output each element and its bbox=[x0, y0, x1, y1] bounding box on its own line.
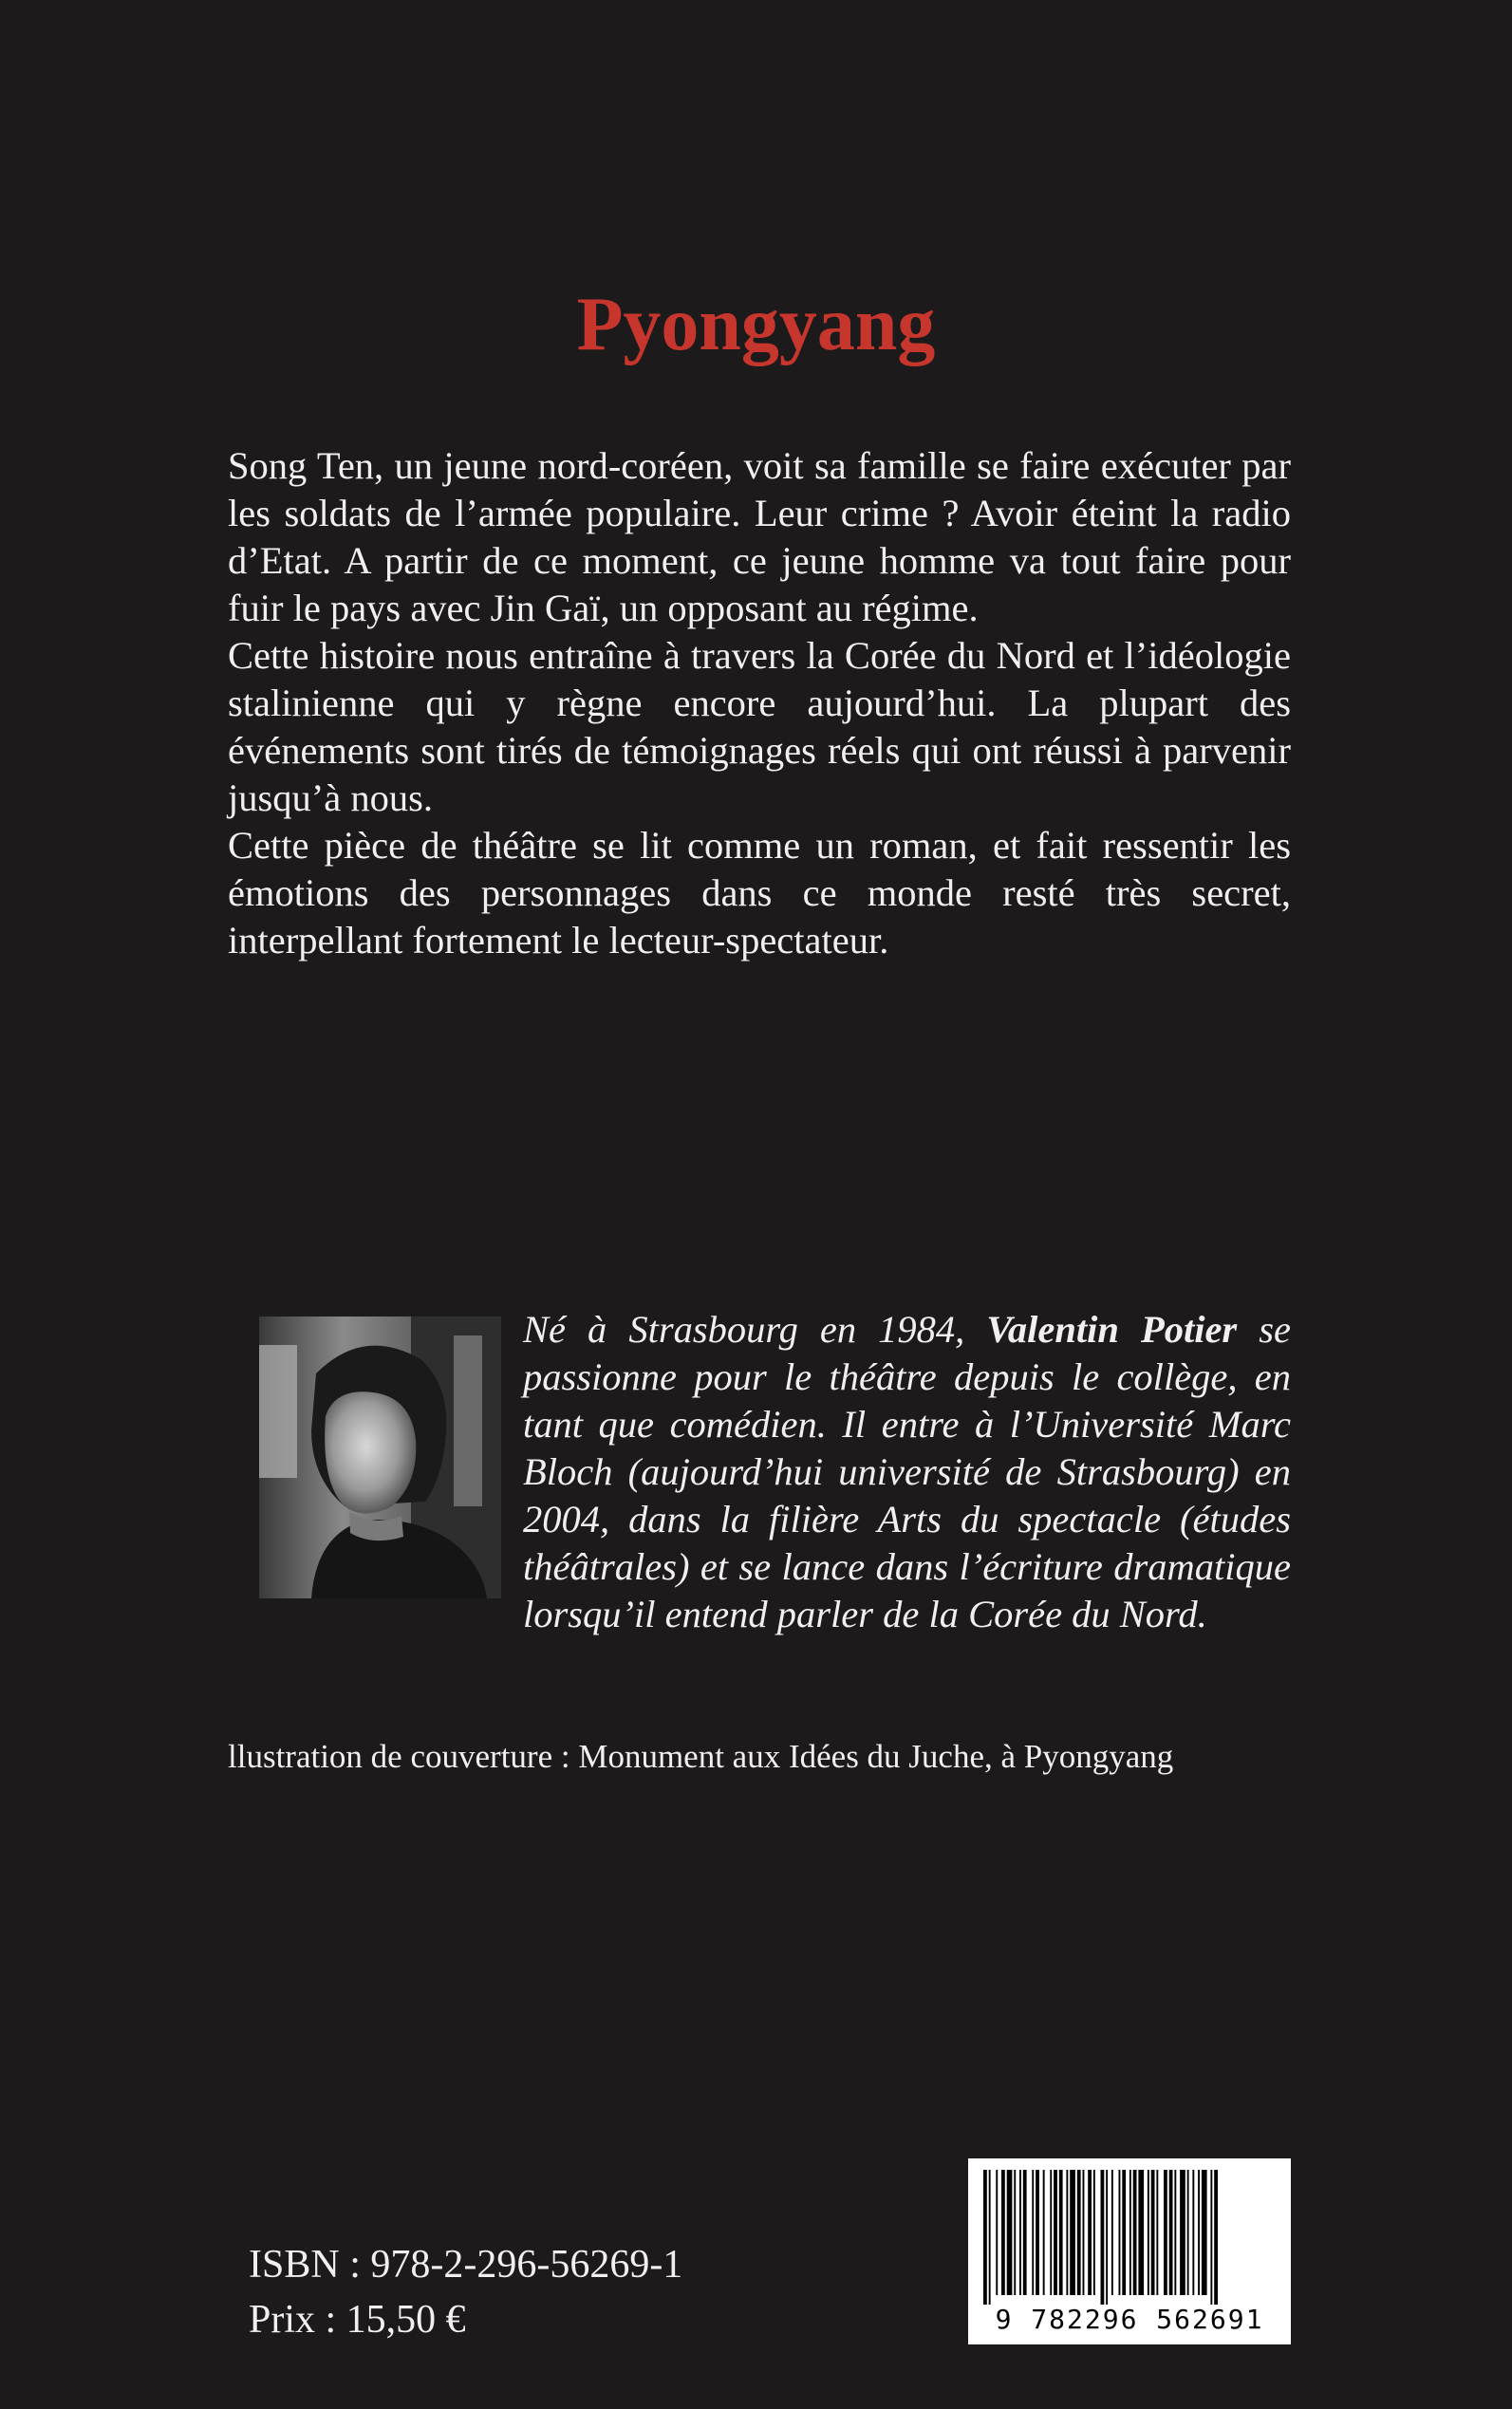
barcode bbox=[968, 2158, 1291, 2344]
barcode-bar bbox=[1119, 2170, 1121, 2295]
barcode-bar bbox=[1133, 2170, 1137, 2295]
barcode-bar bbox=[1151, 2170, 1155, 2295]
barcode-bar bbox=[1198, 2170, 1200, 2295]
barcode-bar bbox=[1192, 2170, 1194, 2295]
barcode-bar bbox=[1023, 2170, 1027, 2295]
book-summary bbox=[228, 442, 1291, 964]
summary-paragraph: Cette pièce de théâtre se lit comme un roman, et fait ressentir les émotions des personnages dans ce monde resté très secret, interpellant fortement le lecteur-spectateur. bbox=[228, 824, 1291, 962]
barcode-icon bbox=[981, 2170, 1278, 2305]
author-name: Valentin Potier bbox=[986, 1308, 1238, 1351]
barcode-bar bbox=[1032, 2170, 1034, 2295]
barcode-bar bbox=[1187, 2170, 1189, 2295]
barcode-digits: 9 782296 562691 bbox=[995, 2304, 1264, 2335]
barcode-bar bbox=[1001, 2170, 1005, 2295]
barcode-bar bbox=[1019, 2170, 1021, 2295]
price: Prix : 15,50 € bbox=[249, 2298, 466, 2342]
barcode-bar bbox=[1050, 2170, 1052, 2295]
barcode-bar bbox=[1036, 2170, 1039, 2295]
barcode-bar bbox=[1093, 2170, 1095, 2295]
barcode-bar bbox=[1111, 2170, 1113, 2295]
barcode-bar bbox=[1043, 2170, 1045, 2295]
barcode-bar bbox=[1088, 2170, 1092, 2295]
cover-illustration-credit: llustration de couverture : Monument aux Idées du Juche, à Pyongyang bbox=[228, 1738, 1174, 1775]
author-photo bbox=[259, 1317, 501, 1598]
barcode-bar bbox=[1156, 2170, 1158, 2295]
author-bio-intro: Né à Strasbourg en 1984, bbox=[523, 1308, 965, 1351]
barcode-bar bbox=[1180, 2170, 1185, 2295]
isbn: ISBN : 978-2-296-56269-1 bbox=[249, 2243, 683, 2287]
author-bio bbox=[523, 1306, 1291, 1638]
barcode-bar bbox=[1164, 2170, 1167, 2295]
barcode-bar bbox=[996, 2170, 998, 2295]
barcode-bar bbox=[1129, 2170, 1131, 2295]
summary-paragraph: Cette histoire nous entraîne à travers la Corée du Nord et l’idéologie stalinienne qui y règne encore aujourd’hui. La plupart des événements sont tirés de témoignages réels qui ont réussi à parvenir jusqu’à nous. bbox=[228, 634, 1291, 819]
barcode-bar bbox=[1106, 2170, 1108, 2305]
barcode-bar bbox=[1202, 2170, 1207, 2295]
barcode-bar bbox=[1214, 2170, 1218, 2305]
barcode-bar bbox=[1083, 2170, 1085, 2295]
barcode-bar bbox=[1138, 2170, 1144, 2295]
barcode-bar bbox=[1007, 2170, 1013, 2295]
author-portrait-icon bbox=[259, 1317, 501, 1598]
barcode-bar bbox=[1014, 2170, 1016, 2295]
barcode-bar bbox=[983, 2170, 987, 2305]
barcode-bar bbox=[1122, 2170, 1126, 2295]
barcode-bar bbox=[1070, 2170, 1075, 2295]
barcode-bar bbox=[1054, 2170, 1057, 2295]
barcode-bar bbox=[1174, 2170, 1176, 2295]
barcode-bar bbox=[1077, 2170, 1081, 2295]
barcode-bar bbox=[1101, 2170, 1105, 2305]
author-bio-text: se passionne pour le théâtre depuis le collège, en tant que comédien. Il entre à l’Université Marc Bloch (aujourd’hui université de Strasbourg) en 2004, dans la filière Arts du spectacle (études théâtrales) et se lance dans l’écriture dramatique lorsqu’il entend parler de la Corée du Nord. bbox=[523, 1308, 1291, 1635]
barcode-bar bbox=[1210, 2170, 1212, 2305]
barcode-bar bbox=[1059, 2170, 1063, 2295]
barcode-bar bbox=[1148, 2170, 1149, 2295]
summary-paragraph: Song Ten, un jeune nord-coréen, voit sa famille se faire exécuter par les soldats de l’armée populaire. Leur crime ? Avoir éteint la radio d’Etat. A partir de ce moment, ce jeune homme va tout faire pour fuir le pays avec Jin Gaï, un opposant au régime. bbox=[228, 444, 1291, 629]
barcode-bar bbox=[1066, 2170, 1068, 2295]
book-title: Pyongyang bbox=[576, 283, 936, 366]
barcode-bar bbox=[1169, 2170, 1173, 2295]
barcode-bar bbox=[989, 2170, 991, 2305]
